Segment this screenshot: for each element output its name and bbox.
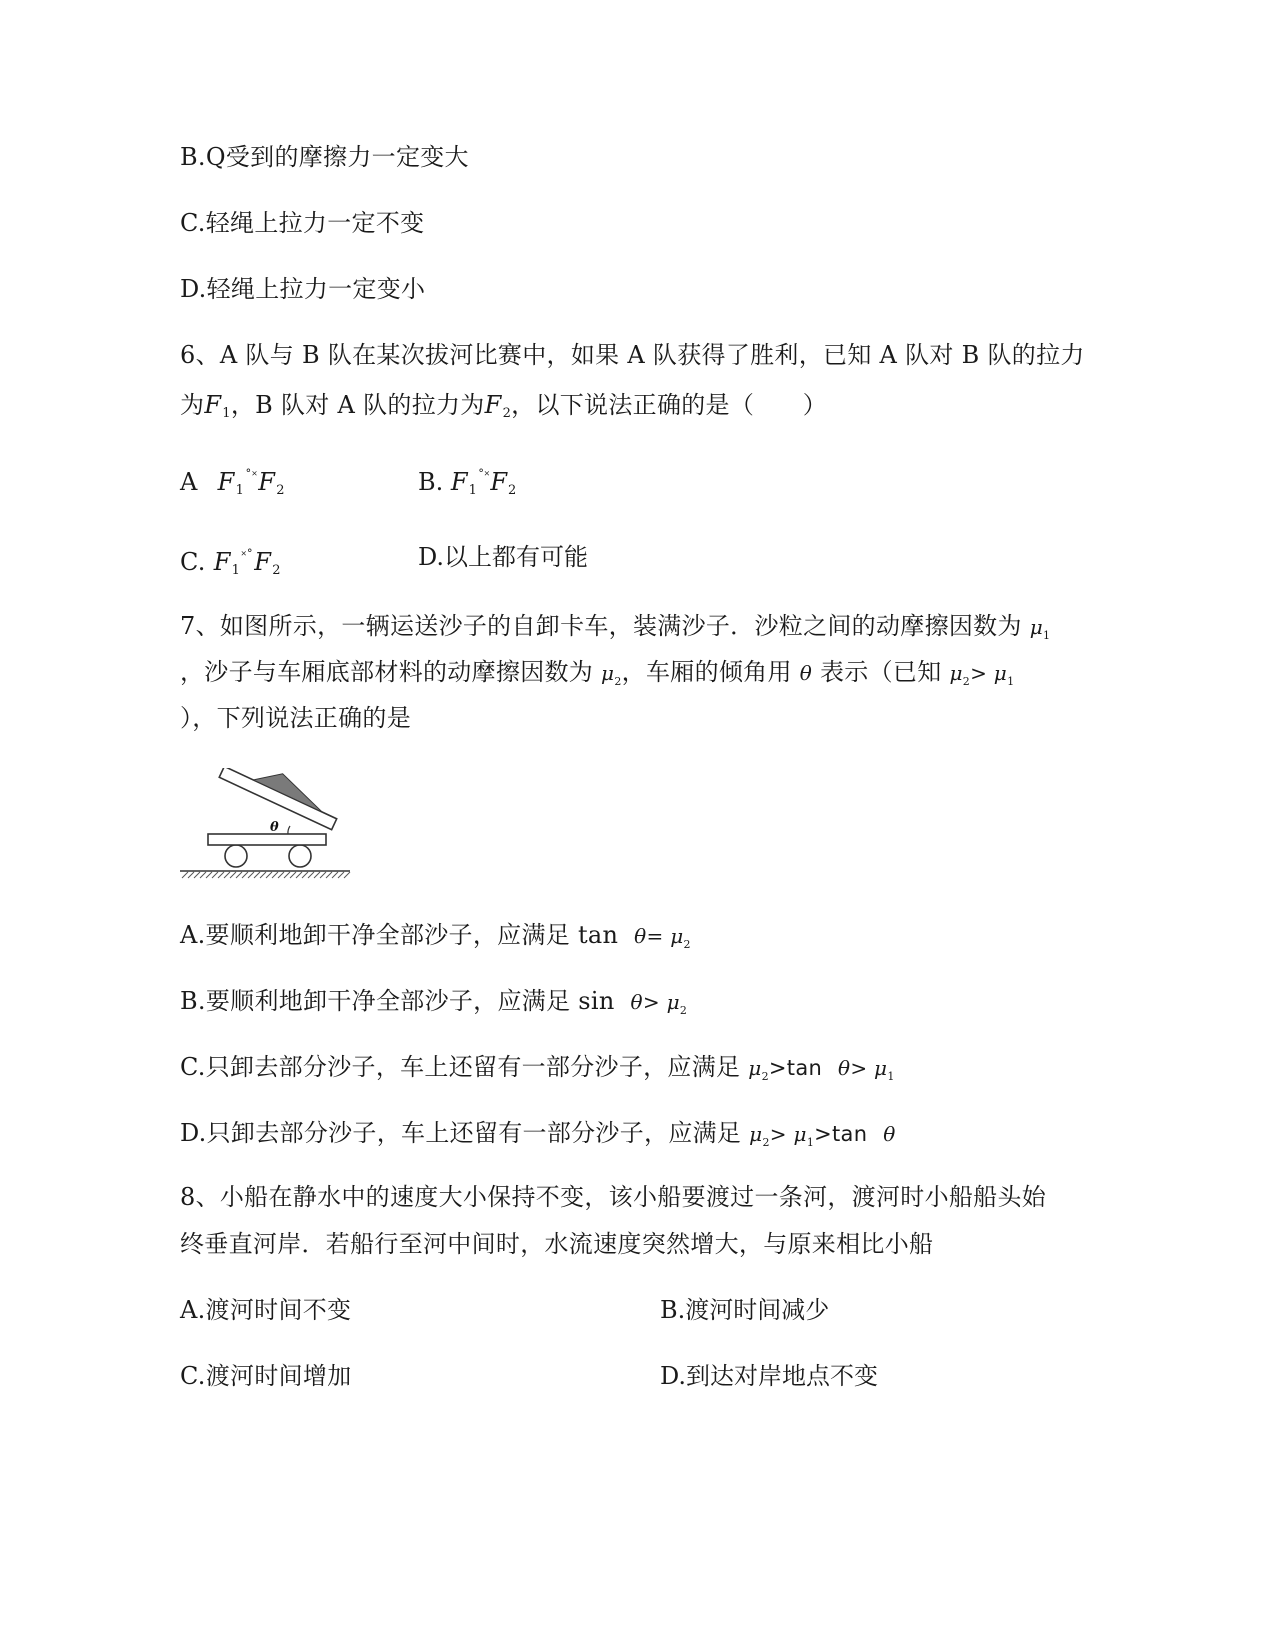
q7-option-c-gt: > [850,1056,875,1080]
q8-option-a: A.渡河时间不变 [180,1296,352,1324]
q6-option-c-relation-symbol: ˟˚ [241,549,254,564]
q7-option-d [180,1118,896,1158]
q6-option-c-f1-sub: 1 [231,563,241,578]
rear-wheel [225,845,247,867]
q6-f1-sub: 1 [222,406,231,421]
q7-option-c-text: C.只卸去部分沙子，车上还留有一部分沙子，应满足 [180,1053,741,1081]
q7-option-d-gt: > [769,1122,794,1146]
ground-hatching [182,872,350,878]
q7-stem-text2a: ，沙子与车厢底部材料的动摩擦因数为 [180,658,594,686]
q6-option-b [418,462,516,506]
q5-option-d: D.轻绳上拉力一定变小 [180,275,426,303]
q6-stem-mid: ，B 队对 A 队的拉力为 [230,391,485,419]
q6-option-b-f2-sub: 2 [507,483,517,498]
q6-stem-line1: 6、A 队与 B 队在某次拔河比赛中，如果 A 队获得了胜利，已知 A 队对 B 队的拉力 [180,341,1085,369]
q7-option-a-theta: θ [634,924,647,948]
truck-bed [219,768,344,830]
q6-option-d: D.以上都有可能 [418,543,589,571]
q6-option-b-f1: F [450,468,468,496]
q6-stem-pre: 为 [180,391,205,419]
q6-option-a-label: A [180,468,198,496]
q7-option-d-text: D.只卸去部分沙子，车上还留有一部分沙子，应满足 [180,1119,742,1147]
q8-stem-line1: 8、小船在静水中的速度大小保持不变，该小船要渡过一条河，渡河时小船船头始 [180,1183,1047,1211]
q7-stem-text2b: ，车厢的倾角用 [621,658,792,686]
q6-option-c [180,542,281,586]
q7-option-a-mu: μ [670,924,684,948]
q7-option-c-theta: θ [837,1056,851,1080]
q5-option-b: B.Q受到的摩擦力一定变大 [180,143,469,171]
q6-option-a-f2: F [258,468,276,496]
q7-option-c-mu1-sub: 1 [887,1070,895,1083]
q7-option-a-mu-sub: 2 [683,938,691,951]
q7-stem-text1: 7、如图所示，一辆运送沙子的自卸卡车，装满沙子．沙粒之间的动摩擦因数为 [180,612,1022,640]
q7-option-b-theta: θ [630,990,643,1014]
q6-option-b-f2: F [490,468,507,496]
q7-cond-mu2: μ [949,661,963,685]
q6-f2-sub: 2 [502,406,512,421]
q7-option-c [180,1052,895,1092]
front-wheel [289,845,311,867]
q7-stem-line2 [180,657,1014,697]
q7-option-a-eq: = [646,924,671,948]
q6-option-a-f2-sub: 2 [276,483,285,498]
q7-option-b [180,986,687,1026]
q7-mu1-sub: 1 [1043,629,1051,642]
q8-option-d: D.到达对岸地点不变 [660,1362,879,1390]
q7-cond-mu1: μ [993,661,1008,685]
q7-theta: θ [799,661,813,685]
q7-option-d-mu2-sub: 2 [762,1136,770,1149]
q7-option-b-gt: > [642,990,667,1014]
q6-option-b-label: B. [418,468,444,496]
q7-option-c-mu1: μ [874,1056,888,1080]
q7-option-a [180,920,691,960]
q6-option-c-label: C. [180,548,206,576]
q7-option-b-mu: μ [666,990,680,1014]
q7-option-a-text: A.要顺利地卸干净全部沙子，应满足 tan [180,921,619,949]
q6-option-c-f2: F [254,548,272,576]
q7-option-d-mu1-sub: 1 [806,1136,815,1149]
q7-option-d-tan: >tan [814,1122,868,1146]
dump-truck-figure [178,768,356,880]
q6-stem-line2 [180,390,827,429]
q8-stem-line2: 终垂直河岸．若船行至河中间时，水流速度突然增大，与原来相比小船 [180,1230,934,1258]
q7-option-d-mu1: μ [793,1122,807,1146]
q8-option-c: C.渡河时间增加 [180,1362,352,1390]
truck-chassis [208,834,326,845]
q7-cond-mu1-sub: 1 [1007,675,1015,688]
q6-option-b-relation-symbol: ˚˟ [477,469,490,484]
q7-option-c-mu2: μ [748,1056,762,1080]
q7-option-d-mu2: μ [749,1122,763,1146]
q6-option-b-f1-sub: 1 [468,483,477,498]
q6-option-a-f1-sub: 1 [235,483,245,498]
q6-option-a-relation-symbol: ˚˟ [245,469,258,484]
q6-f2: F [484,391,502,419]
figure-theta-label: θ [270,820,279,835]
q7-option-c-tan: >tan [768,1056,823,1080]
q7-option-c-mu2-sub: 2 [761,1070,769,1083]
q7-option-b-text: B.要顺利地卸干净全部沙子，应满足 sin [180,987,615,1015]
q6-option-a [180,462,285,506]
q6-option-a-f1: F [217,468,235,496]
q6-f1: F [204,391,222,419]
q6-stem-post: ，以下说法正确的是（ ） [511,391,828,419]
q6-option-c-f2-sub: 2 [272,563,281,578]
q7-mu2: μ [601,661,615,685]
q8-option-b: B.渡河时间减少 [660,1296,830,1324]
q7-mu2-sub: 2 [614,675,622,688]
q7-stem-line1 [180,611,1050,651]
q7-option-d-theta: θ [883,1122,896,1146]
angle-arc [288,826,290,834]
q6-option-c-f1: F [213,548,231,576]
q7-cond-mu2-sub: 2 [962,675,971,688]
q7-mu1: μ [1029,615,1044,639]
q7-stem-line3: ），下列说法正确的是 [180,704,411,732]
q7-option-b-mu-sub: 2 [679,1004,688,1017]
q5-option-c: C.轻绳上拉力一定不变 [180,209,425,237]
q7-stem-text2c: 表示（已知 [820,658,942,686]
q7-cond-gt: > [970,661,994,685]
